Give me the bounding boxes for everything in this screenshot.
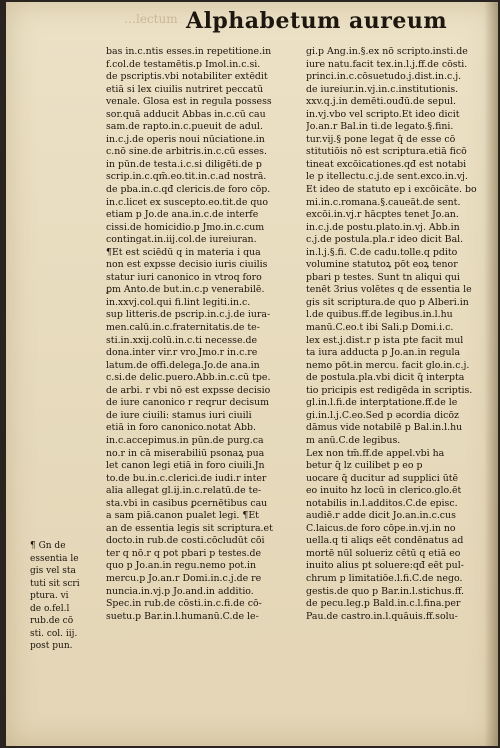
text-line: mi.in.c.romana.§.caueāt.de sent.: [306, 196, 461, 208]
faint-bleed-through-mark: …lectum: [124, 12, 178, 26]
text-line: a sam piā.canon pualet legi. ¶Et: [106, 510, 259, 522]
text-line: cissi.de homicidio.p Jmo.in.c.cum: [106, 221, 265, 233]
text-line: to.de bu.in.c.clerici.de iudi.r inter: [106, 472, 267, 484]
text-line: de arbi. r vbi nō est expsse decisio: [106, 384, 271, 396]
text-line: suetu.p Bar.in.l.humanū.C.de le-: [106, 610, 259, 622]
text-line: etiam p Jo.de ana.in.c.de interfe: [106, 209, 259, 221]
text-line: stitutiōis nō est scriptura.etiā ficō: [306, 146, 467, 158]
text-line: manū.C.eo.t ibi Sali.p Domi.i.c.: [306, 322, 454, 334]
margin-note-line: ¶ Gn de: [30, 541, 66, 551]
text-line: iure natu.facit tex.in.l.j.ff.de cōsti.: [306, 58, 468, 70]
text-line: non est expsse decisio iuris ciuilis: [106, 259, 268, 271]
text-line: Et ideo de statuto ep i excōicāte. bo: [306, 184, 477, 196]
text-line: inuito alius pt soluere:qđ eēt pul-: [306, 560, 464, 572]
text-line: lex est.j.dist.r p ista pte facit mul: [306, 334, 464, 346]
text-line: tio pricipis est redigēda in scriptis.: [306, 384, 473, 396]
text-line: gi.in.l.j.C.eo.Sed p əcordia dicōz: [306, 409, 459, 421]
text-line: tineat excōicationes.qđ est notabi: [306, 158, 467, 170]
text-line: no.r in cā miserabiliū psonaꝝ pua: [106, 447, 265, 459]
text-line: de iure ciuili: stamus iuri ciuili: [106, 409, 252, 421]
text-line: contingat.in.iij.col.de iureiuran.: [106, 234, 257, 246]
text-line: audiē.r adde dicit Jo.an.in.c.cus: [306, 510, 456, 522]
text-line: f.col.de testamētis.p Imol.in.c.si.: [106, 58, 261, 70]
text-line: nuncia.in.vj.p Jo.and.in additio.: [106, 585, 254, 597]
text-line: excōi.in.vj.r hācptes tenet Jo.an.: [306, 209, 459, 221]
text-line: gestis.de quo p Bar.in.l.stichus.ff.: [306, 585, 464, 597]
text-line: dona.inter vir.r vro.Jmo.r in.c.re: [106, 347, 258, 359]
text-line: c.si.de delic.puero.Abb.in.c.cū tpe.: [106, 372, 271, 384]
text-line: mercu.p Jo.an.r Domi.in.c.j.de re: [106, 572, 262, 584]
text-line: etiā si lex ciuilis nutriret peccatū: [106, 83, 264, 95]
text-line: sup litteris.de pscrip.in.c.j.de iura-: [106, 309, 271, 321]
text-line: pbari p testes. Sunt tn aliqui qui: [306, 271, 460, 283]
margin-note-line: tuti sit scri: [30, 578, 80, 589]
text-line: scrip.in.c.qm̄.eo.tit.in.c.ad nostrā.: [106, 171, 267, 183]
text-line: in.c.j.de postu.plato.in.vj. Abb.in: [306, 221, 460, 233]
text-line: sam.de rapto.in.c.pueuit de adul.: [106, 121, 263, 133]
margin-note-line: ptura. vi: [30, 591, 69, 602]
text-line: c.nō sine.de arbitris.in.c.cū esses.: [106, 146, 267, 158]
text-line: in.xxvj.col.qui fi.lint legiti.in.c.: [106, 296, 251, 308]
text-line: in.l.j.§.fi. C.de cadu.tolle.q pdito: [306, 246, 458, 258]
text-line: uella.q ti aliqs eēt condēnatus ad: [306, 535, 464, 547]
text-line: mortē nūl solueriz cētū q etiā eo: [306, 547, 461, 559]
text-line: de postula.pla.vbi dicit q̄ interpta: [306, 372, 465, 384]
text-line: l.de quibus.ff.de legibus.in.l.hu: [306, 309, 453, 321]
text-line: de iure canonico r reqrur decisum: [106, 397, 270, 409]
marginal-note: [30, 540, 104, 653]
text-line: xxv.q.j.in demēti.ouđū.de sepul.: [306, 96, 456, 108]
text-line: sti.in.xxij.colū.in.c.ti necesse.de: [106, 334, 258, 346]
text-line: Jo.an.r Bal.in ti.de legato.§.fini.: [306, 121, 454, 133]
text-line: tenēt 3rius volētes q de essentia le: [306, 284, 472, 296]
text-line: ter q nō.r q pot pbari p testes.de: [106, 547, 262, 559]
text-line: gis sit scriptura.de quo p Alberi.in: [306, 296, 469, 308]
text-line: etiā in foro canonico.notat Abb.: [106, 422, 256, 434]
text-line: in.vj.vbo vel scripto.Et ideo dicit: [306, 108, 460, 120]
text-line: sta.vbi in casibus ꝑcernētibus cau: [106, 497, 268, 509]
text-line: latum.de offi.delega.Jo.de ana.in: [106, 359, 260, 371]
running-title: Alphabetum aureum: [186, 8, 448, 34]
margin-note-line: de o.fel.l: [30, 603, 70, 614]
text-line: alia allegat gl.ij.in.c.relatū.de te-: [106, 485, 262, 497]
text-line: sor.quā adducit Abbas in.c.cū cau: [106, 108, 266, 120]
margin-note-line: rub.de cō: [30, 616, 74, 627]
text-line: in pūn.de testa.i.c.si diligēti.de p: [106, 158, 262, 170]
right-text-column: [306, 46, 496, 623]
text-line: nemo pōt.in mercu. facit glo.in.c.j.: [306, 359, 470, 371]
text-line: de pecu.leg.p Bald.in.c.l.fina.per: [306, 598, 461, 610]
text-line: chrum p limitatiōe.l.fi.C.de nego.: [306, 572, 463, 584]
text-line: ꝑm Anto.de but.in.c.p venerabilē.: [106, 284, 265, 296]
text-line: volumine statutoꝝ pōt eoꝝ tenor: [306, 259, 458, 271]
text-line: statur iuri canonico in vtroq foro: [106, 271, 262, 283]
margin-note-line: essentia le: [30, 553, 79, 564]
text-line: Spec.in rub.de cōsti.in.c.fi.de cō-: [106, 598, 262, 610]
text-line: men.calū.in.c.fraternitatis.de te-: [106, 322, 260, 334]
text-line: de pba.in.c.qđ clericis.de foro cōp.: [106, 184, 271, 196]
text-line: let canon legi etiā in foro ciuili.Jn: [106, 460, 265, 472]
text-line: c.j.de postula.pla.r ideo dicit Bal.: [306, 234, 464, 246]
text-line: an de essentia legis sit scriptura.et: [106, 522, 273, 534]
text-line: betur q̄ lz cuilibet p eo p: [306, 460, 423, 472]
text-line: gl.in.l.fi.de interptatione.ff.de le: [306, 397, 458, 409]
text-line: tur.vij.§ pone legat q̄ de esse cō: [306, 133, 456, 145]
text-line: dāmus vide notabilē p Bal.in.l.hu: [306, 422, 463, 434]
text-line: notabilis in.l.additos.C.de episc.: [306, 497, 458, 509]
text-line: m anū.C.de legibus.: [306, 434, 401, 446]
text-line: quo p Jo.an.in regu.nemo pot.in: [106, 560, 257, 572]
text-line: gi.p Ang.in.§.ex nō scripto.insti.de: [306, 46, 468, 57]
text-line: in.c.accepimus.in pūn.de purg.ca: [106, 434, 264, 446]
text-line: eo inuito hz locū in clerico.glo.ēt: [306, 485, 462, 497]
book-page: [6, 2, 498, 746]
margin-note-line: post pun.: [30, 641, 73, 652]
page-edge-shadow: [484, 2, 498, 746]
text-line: docto.in rub.de costi.cōcludūt cōi: [106, 535, 265, 547]
text-line: C.laicus.de foro cōpe.in.vj.in no: [306, 522, 456, 534]
text-line: de pscriptis.vbi notabiliter extēdit: [106, 71, 268, 83]
text-line: uocare q̄ ducitur ad supplici ūtē: [306, 472, 459, 484]
left-text-column: [106, 46, 302, 623]
text-line: Lex non tm̄.ff.de appel.vbi ha: [306, 447, 445, 459]
text-line: in.c.licet ex suscepto.eo.tit.de quo: [106, 196, 269, 208]
text-line: bas in.c.ntis esses.in repetitione.in: [106, 46, 272, 57]
text-line: Pau.de castro.in.l.quāuis.ff.solu-: [306, 610, 458, 622]
margin-note-line: gis vel sta: [30, 566, 76, 577]
text-line: ta iura adducta p Jo.an.in regula: [306, 347, 461, 359]
text-line: le p itellectu.c.j.de sent.exco.in.vj.: [306, 171, 468, 183]
text-line: in.c.j.de operis noui nūciatione.in: [106, 133, 265, 145]
text-line: ¶Et est sciēdū q in materia i qua: [106, 246, 261, 258]
margin-note-line: sti. col. iij.: [30, 628, 78, 639]
text-line: de iureiur.in.vj.in.c.institutionis.: [306, 83, 459, 95]
text-line: venale. Glosa est in regula possess: [106, 96, 272, 108]
text-line: princi.in.c.cōsuetudo.j.dist.in.c.j.: [306, 71, 462, 83]
